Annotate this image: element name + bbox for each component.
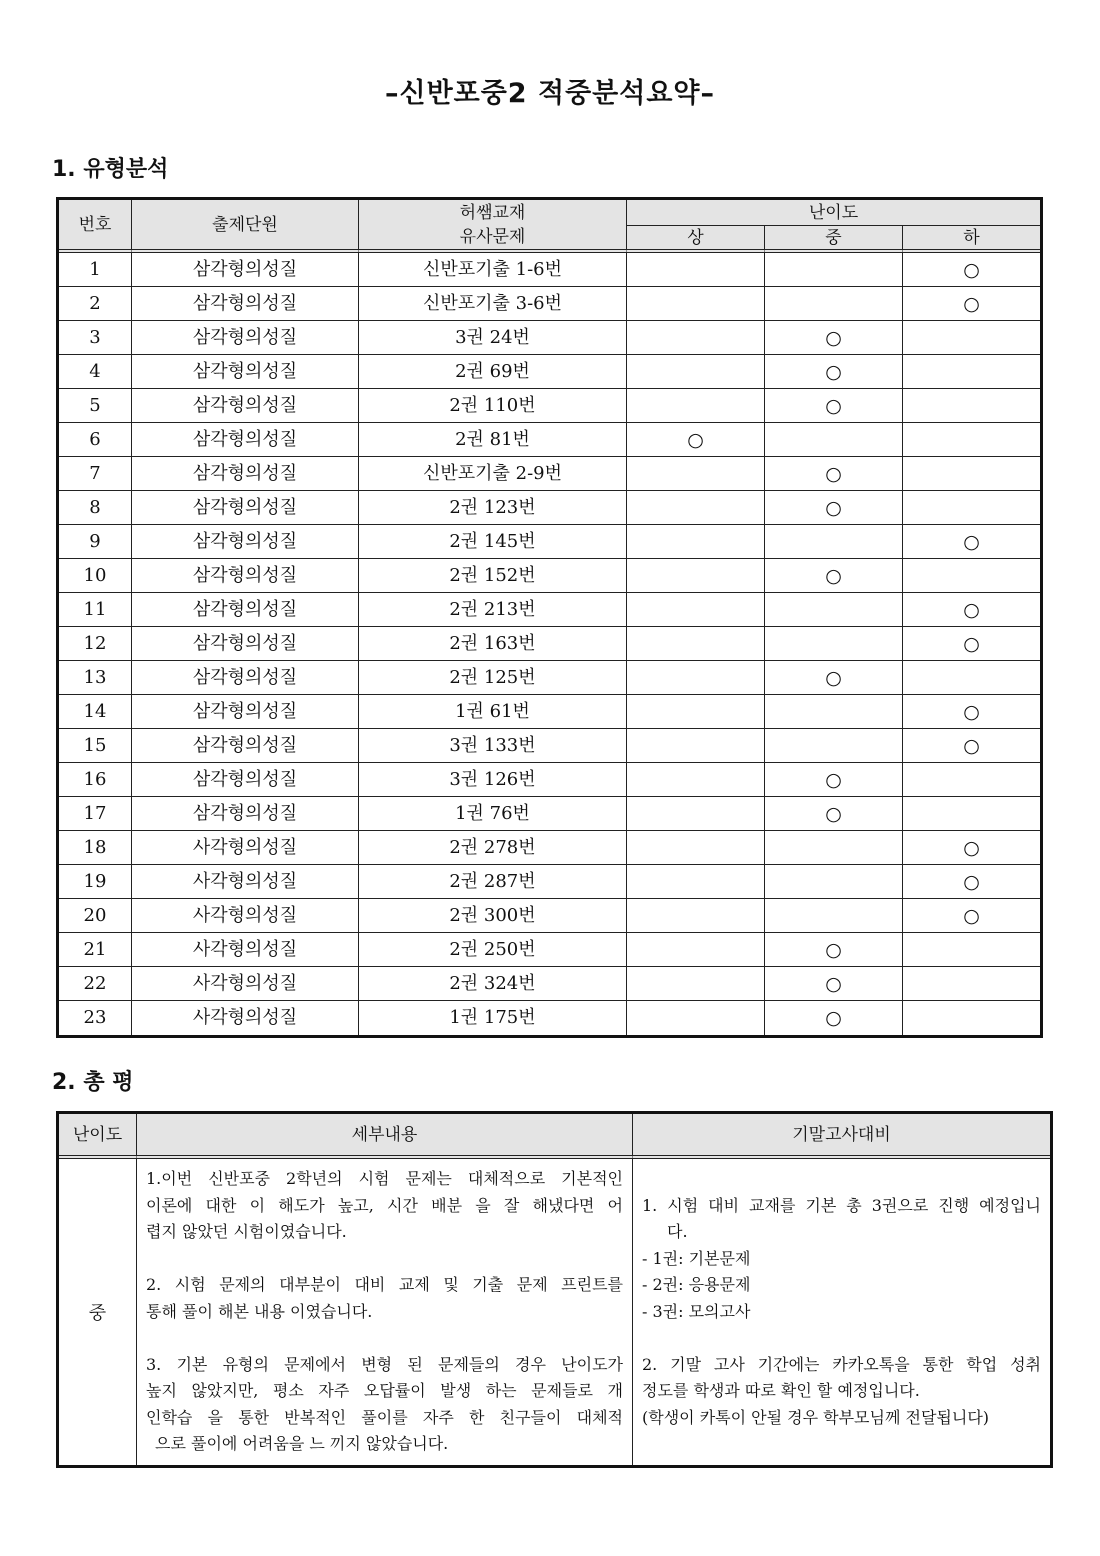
table-row <box>59 661 1040 695</box>
difficulty-low-mark <box>903 967 1040 1001</box>
book-item: - 1권: 기본문제 <box>642 1248 751 1268</box>
section-heading-overall-review: 2. 총 평 <box>52 1070 134 1095</box>
unit-name: 삼각형의성질 <box>132 627 359 661</box>
difficulty-low-mark <box>903 559 1040 593</box>
table-row <box>59 491 1040 525</box>
column-header-material <box>359 200 627 253</box>
table-row <box>59 1001 1040 1035</box>
difficulty-mid-mark <box>765 695 903 729</box>
difficulty-mid-mark <box>765 287 903 321</box>
difficulty-mid-mark <box>765 525 903 559</box>
table-row <box>59 321 1040 355</box>
similar-problem: 신반포기출 2-9번 <box>359 457 627 491</box>
difficulty-high-mark <box>627 865 765 899</box>
unit-name: 삼각형의성질 <box>132 593 359 627</box>
difficulty-mid-mark: ○ <box>765 797 903 831</box>
difficulty-mid-mark <box>765 627 903 661</box>
row-number: 15 <box>59 729 132 763</box>
difficulty-high-mark <box>627 729 765 763</box>
unit-name: 삼각형의성질 <box>132 355 359 389</box>
row-number: 5 <box>59 389 132 423</box>
difficulty-low-mark: ○ <box>903 627 1040 661</box>
unit-name: 삼각형의성질 <box>132 457 359 491</box>
table-row <box>59 253 1040 287</box>
text-line: 으로 풀이에 어려움을 느 끼지 않았습니다. <box>155 1434 449 1454</box>
similar-problem: 신반포기출 1-6번 <box>359 253 627 287</box>
table-row <box>59 593 1040 627</box>
difficulty-high-mark <box>627 661 765 695</box>
difficulty-mid-mark: ○ <box>765 389 903 423</box>
similar-problem: 2권 123번 <box>359 491 627 525</box>
row-number: 6 <box>59 423 132 457</box>
type-analysis-rows <box>59 253 1040 1035</box>
table-row <box>59 933 1040 967</box>
text-line: 높지 않았지만, 평소 자주 오답률이 발생 하는 문제들로 개 <box>146 1381 623 1401</box>
difficulty-low-mark: ○ <box>903 729 1040 763</box>
difficulty-mid-mark: ○ <box>765 967 903 1001</box>
unit-name: 삼각형의성질 <box>132 321 359 355</box>
difficulty-low-mark <box>903 933 1040 967</box>
document-title: –신반포중2 적중분석요약– <box>384 78 715 109</box>
similar-problem: 2권 81번 <box>359 423 627 457</box>
similar-problem: 2권 300번 <box>359 899 627 933</box>
difficulty-high-mark <box>627 967 765 1001</box>
column-header-level: 난이도 <box>59 1114 137 1159</box>
difficulty-low-mark: ○ <box>903 287 1040 321</box>
row-number: 14 <box>59 695 132 729</box>
difficulty-mid-mark: ○ <box>765 933 903 967</box>
difficulty-low-mark <box>903 321 1040 355</box>
text-line: 2. 기말 고사 기간에는 카카오톡을 통한 학업 성취 <box>642 1354 1041 1374</box>
row-number: 4 <box>59 355 132 389</box>
difficulty-high-mark <box>627 695 765 729</box>
row-number: 19 <box>59 865 132 899</box>
table-row <box>59 797 1040 831</box>
detail-content <box>137 1159 633 1465</box>
unit-name: 사각형의성질 <box>132 933 359 967</box>
similar-problem: 2권 152번 <box>359 559 627 593</box>
text-line: 다. <box>667 1222 688 1242</box>
similar-problem: 2권 125번 <box>359 661 627 695</box>
difficulty-high-mark <box>627 389 765 423</box>
table-row <box>59 695 1040 729</box>
difficulty-high-mark <box>627 831 765 865</box>
difficulty-mid-mark <box>765 253 903 287</box>
difficulty-mid-mark <box>765 593 903 627</box>
difficulty-high-mark <box>627 899 765 933</box>
column-header-prep: 기말고사대비 <box>633 1114 1050 1159</box>
unit-name: 삼각형의성질 <box>132 253 359 287</box>
row-number: 1 <box>59 253 132 287</box>
similar-problem: 2권 324번 <box>359 967 627 1001</box>
table-row <box>59 525 1040 559</box>
difficulty-mid-mark: ○ <box>765 457 903 491</box>
progress-check-paragraph <box>642 1352 1041 1432</box>
difficulty-high-mark <box>627 457 765 491</box>
difficulty-low-mark: ○ <box>903 525 1040 559</box>
table-row <box>59 729 1040 763</box>
difficulty-high-mark <box>627 593 765 627</box>
unit-name: 삼각형의성질 <box>132 389 359 423</box>
table-row <box>59 559 1040 593</box>
unit-name: 사각형의성질 <box>132 865 359 899</box>
text-line: 2. 시험 문제의 대부분이 대비 교제 및 기출 문제 프린트를 <box>146 1275 623 1295</box>
difficulty-high-mark <box>627 525 765 559</box>
similar-problem: 2권 145번 <box>359 525 627 559</box>
difficulty-mid-mark <box>765 865 903 899</box>
overall-difficulty: 중 <box>59 1159 137 1465</box>
unit-name: 사각형의성질 <box>132 1001 359 1035</box>
section-heading-type-analysis: 1. 유형분석 <box>52 157 169 182</box>
overall-review-table <box>56 1111 1053 1468</box>
prep-plan-paragraph <box>642 1193 1041 1326</box>
row-number: 8 <box>59 491 132 525</box>
unit-name: 삼각형의성질 <box>132 525 359 559</box>
difficulty-mid-mark: ○ <box>765 559 903 593</box>
difficulty-low-mark <box>903 661 1040 695</box>
unit-name: 삼각형의성질 <box>132 797 359 831</box>
row-number: 9 <box>59 525 132 559</box>
similar-problem: 3권 24번 <box>359 321 627 355</box>
unit-name: 삼각형의성질 <box>132 763 359 797</box>
row-number: 18 <box>59 831 132 865</box>
row-number: 3 <box>59 321 132 355</box>
text-line: 통해 풀이 해본 내용 이였습니다. <box>146 1301 373 1321</box>
similar-problem: 1권 76번 <box>359 797 627 831</box>
similar-problem: 2권 278번 <box>359 831 627 865</box>
unit-name: 삼각형의성질 <box>132 423 359 457</box>
similar-problem: 1권 175번 <box>359 1001 627 1035</box>
difficulty-low-mark: ○ <box>903 899 1040 933</box>
difficulty-mid-mark: ○ <box>765 1001 903 1035</box>
similar-problem: 2권 287번 <box>359 865 627 899</box>
similar-problem: 신반포기출 3-6번 <box>359 287 627 321</box>
text-line: 이론에 대한 이 해도가 높고, 시간 배분 을 잘 해냈다면 어 <box>146 1195 623 1215</box>
difficulty-low-mark: ○ <box>903 831 1040 865</box>
row-number: 16 <box>59 763 132 797</box>
difficulty-high-mark <box>627 287 765 321</box>
difficulty-low-mark <box>903 389 1040 423</box>
unit-name: 사각형의성질 <box>132 899 359 933</box>
book-item: - 2권: 응용문제 <box>642 1275 751 1295</box>
column-header-high: 상 <box>627 226 765 253</box>
difficulty-high-mark <box>627 355 765 389</box>
text-line: 정도를 학생과 따로 확인 할 예정입니다. <box>642 1381 920 1401</box>
difficulty-mid-mark: ○ <box>765 661 903 695</box>
difficulty-low-mark <box>903 1001 1040 1035</box>
table-row <box>59 899 1040 933</box>
header-row <box>59 200 1040 226</box>
table-row <box>59 423 1040 457</box>
similar-problem: 2권 163번 <box>359 627 627 661</box>
row-number: 2 <box>59 287 132 321</box>
difficulty-low-mark <box>903 763 1040 797</box>
table-row <box>59 355 1040 389</box>
unit-name: 삼각형의성질 <box>132 729 359 763</box>
difficulty-low-mark <box>903 457 1040 491</box>
difficulty-high-mark <box>627 559 765 593</box>
unit-name: 삼각형의성질 <box>132 559 359 593</box>
difficulty-high-mark <box>627 933 765 967</box>
unit-name: 사각형의성질 <box>132 831 359 865</box>
table-row <box>59 865 1040 899</box>
difficulty-high-mark <box>627 491 765 525</box>
difficulty-low-mark: ○ <box>903 593 1040 627</box>
table-row <box>59 763 1040 797</box>
column-header-low: 하 <box>903 226 1040 253</box>
text-line: 3. 기본 유형의 문제에서 변형 된 문제들의 경우 난이도가 <box>146 1354 623 1374</box>
material-header-line1: 허쌤교재 <box>459 202 526 223</box>
row-number: 23 <box>59 1001 132 1035</box>
unit-name: 삼각형의성질 <box>132 695 359 729</box>
column-header-mid: 중 <box>765 226 903 253</box>
row-number: 11 <box>59 593 132 627</box>
difficulty-low-mark <box>903 797 1040 831</box>
similar-problem: 3권 126번 <box>359 763 627 797</box>
difficulty-mid-mark <box>765 831 903 865</box>
text-line: (학생이 카톡이 안될 경우 학부모님께 전달됩니다) <box>642 1407 990 1427</box>
difficulty-high-mark <box>627 321 765 355</box>
difficulty-mid-mark: ○ <box>765 321 903 355</box>
difficulty-low-mark <box>903 423 1040 457</box>
text-line: 1.이번 신반포중 2학년의 시험 문제는 대체적으로 기본적인 <box>146 1169 623 1189</box>
table-row <box>59 287 1040 321</box>
table-row <box>59 967 1040 1001</box>
column-header-detail: 세부내용 <box>137 1114 633 1159</box>
difficulty-low-mark: ○ <box>903 865 1040 899</box>
text-line: 1. 시험 대비 교재를 기본 총 3권으로 진행 예정입니 <box>642 1195 1041 1215</box>
unit-name: 사각형의성질 <box>132 967 359 1001</box>
row-number: 7 <box>59 457 132 491</box>
summary-header-row <box>59 1114 1050 1159</box>
similar-problem: 2권 69번 <box>359 355 627 389</box>
difficulty-high-mark <box>627 253 765 287</box>
text-line: 인학습 을 통한 반복적인 풀이를 자주 한 친구들이 대체적 <box>146 1407 623 1427</box>
difficulty-low-mark <box>903 355 1040 389</box>
table-row <box>59 831 1040 865</box>
difficulty-high-mark <box>627 1001 765 1035</box>
table-row <box>59 457 1040 491</box>
exam-prep-content <box>633 1159 1050 1465</box>
difficulty-low-mark <box>903 491 1040 525</box>
material-header-line2: 유사문제 <box>459 226 526 247</box>
difficulty-mid-mark <box>765 423 903 457</box>
difficulty-high-mark <box>627 797 765 831</box>
column-header-difficulty: 난이도 <box>627 200 1040 226</box>
book-item: - 3권: 모의고사 <box>642 1301 751 1321</box>
column-header-number: 번호 <box>59 200 132 253</box>
row-number: 20 <box>59 899 132 933</box>
table-row <box>59 389 1040 423</box>
unit-name: 삼각형의성질 <box>132 661 359 695</box>
table-row <box>59 627 1040 661</box>
difficulty-low-mark: ○ <box>903 253 1040 287</box>
type-analysis-table <box>56 197 1043 1038</box>
difficulty-mid-mark <box>765 899 903 933</box>
row-number: 10 <box>59 559 132 593</box>
difficulty-mid-mark: ○ <box>765 763 903 797</box>
row-number: 12 <box>59 627 132 661</box>
similar-problem: 2권 250번 <box>359 933 627 967</box>
difficulty-high-mark: ○ <box>627 423 765 457</box>
difficulty-mid-mark: ○ <box>765 355 903 389</box>
detail-paragraph-3 <box>146 1352 623 1458</box>
column-header-unit: 출제단원 <box>132 200 359 253</box>
unit-name: 삼각형의성질 <box>132 491 359 525</box>
difficulty-mid-mark <box>765 729 903 763</box>
difficulty-low-mark: ○ <box>903 695 1040 729</box>
row-number: 17 <box>59 797 132 831</box>
similar-problem: 3권 133번 <box>359 729 627 763</box>
row-number: 21 <box>59 933 132 967</box>
difficulty-high-mark <box>627 627 765 661</box>
difficulty-high-mark <box>627 763 765 797</box>
row-number: 13 <box>59 661 132 695</box>
detail-paragraph-2 <box>146 1272 623 1325</box>
text-line: 렵지 않았던 시험이였습니다. <box>146 1222 347 1242</box>
similar-problem: 2권 110번 <box>359 389 627 423</box>
similar-problem: 2권 213번 <box>359 593 627 627</box>
summary-row <box>59 1159 1050 1465</box>
unit-name: 삼각형의성질 <box>132 287 359 321</box>
detail-paragraph-1 <box>146 1166 623 1246</box>
similar-problem: 1권 61번 <box>359 695 627 729</box>
row-number: 22 <box>59 967 132 1001</box>
difficulty-mid-mark: ○ <box>765 491 903 525</box>
